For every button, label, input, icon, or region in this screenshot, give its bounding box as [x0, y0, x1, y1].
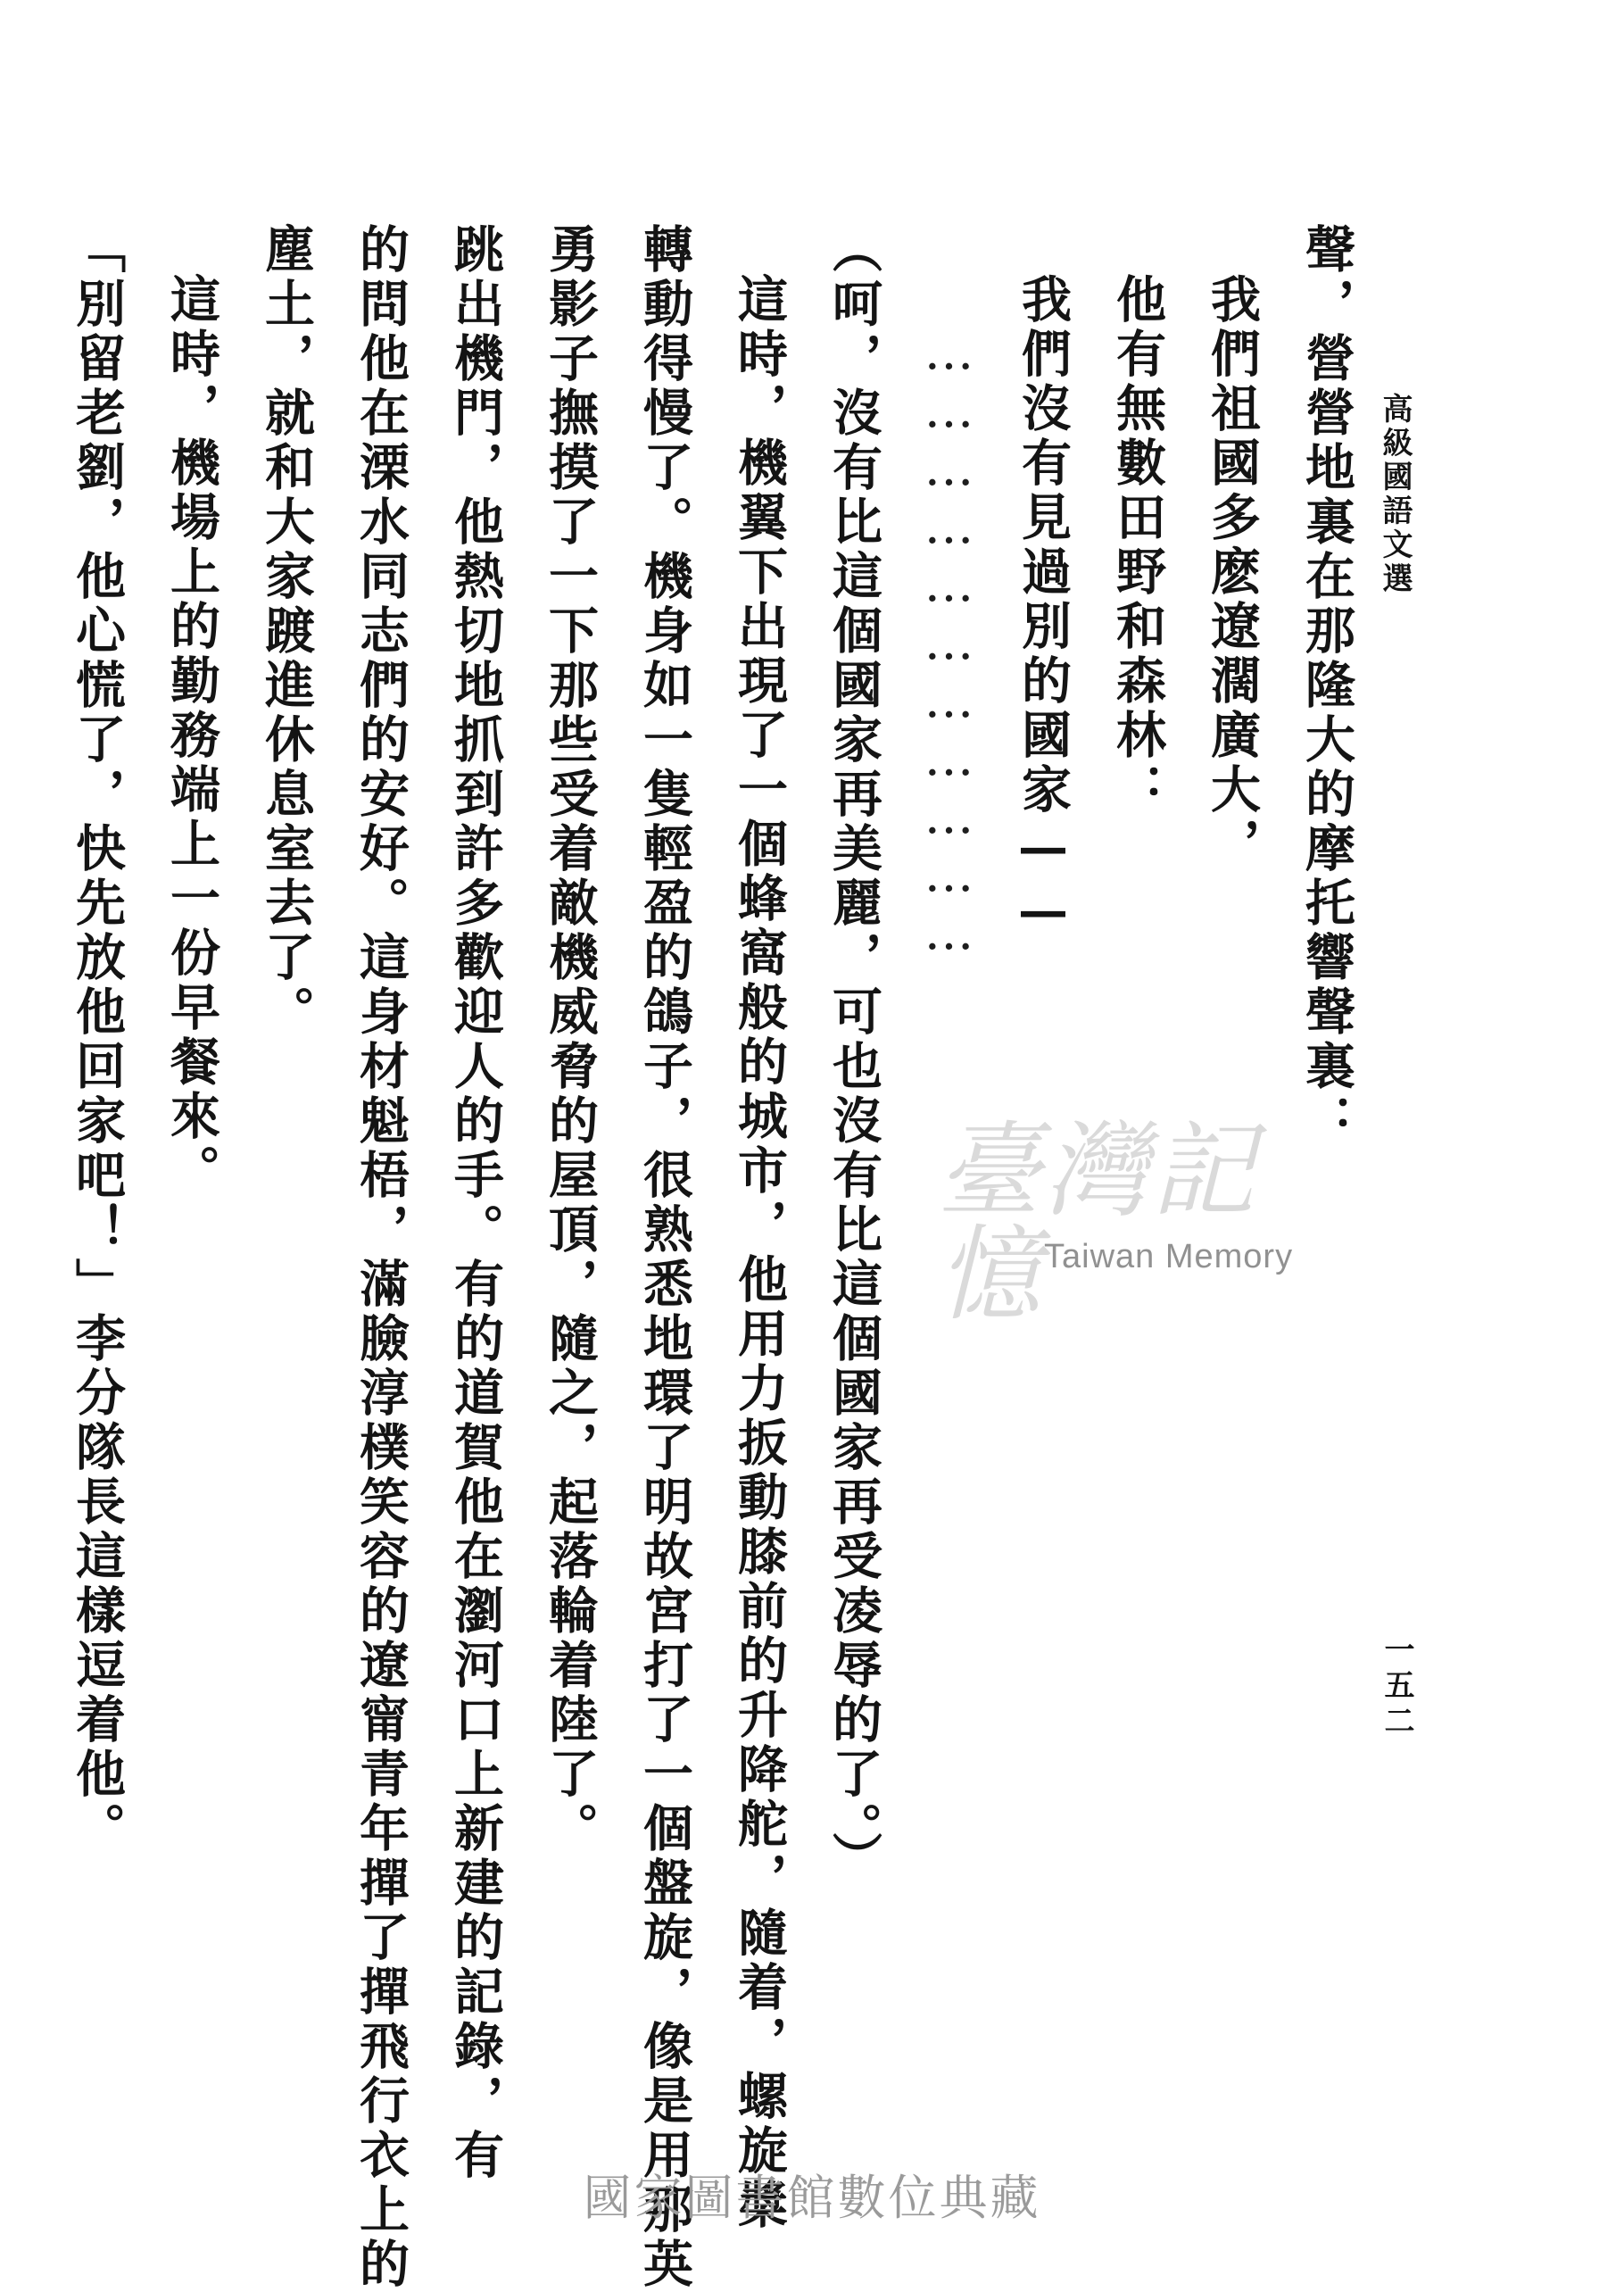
text-column-7: 轉動得慢了。機身如一隻輕盈的鴿子，很熟悉地環了明故宮打了一個盤旋，像是用那英	[635, 223, 694, 2292]
text-column-1: 聲，營營地裏在那隆大的摩托響聲裏：	[1297, 223, 1356, 1149]
watermark-cjk-logo: 臺灣記憶	[937, 1111, 1258, 1335]
text-column-11: 塵土，就和大家踱進休息室去了。	[257, 223, 316, 1040]
text-column-10: 的問他在溧水同志們的安好。這身材魁梧，滿臉淳樸笑容的遼甯青年撣了撣飛行衣上的	[352, 223, 410, 2292]
text-column-8: 勇影子撫摸了一下那些受着敵機威脅的屋頂，隨之，起落輪着陸了。	[541, 223, 600, 1856]
text-column-9: 跳出機門，他熱切地抓到許多歡迎人的手。有的道賀他在瀏河口上新建的記錄，有	[446, 223, 505, 2183]
book-title: 高級國語文選	[1377, 393, 1413, 596]
text-column-13: 「別留老劉，他心慌了，快先放他回家吧！」李分隊長這樣逗着他。	[68, 223, 127, 1856]
taiwan-memory-watermark	[937, 1111, 1312, 1335]
ellipsis-line: ……………………………	[920, 323, 978, 961]
text-column-6: 這時，機翼下出現了一個蜂窩般的城市，他用力扳動膝前的升降舵，隨着，螺旋槳	[730, 273, 789, 2233]
page-number: 一五二	[1379, 1633, 1414, 1740]
text-column-4: 我們沒有見過別的國家——	[1014, 273, 1073, 944]
text-column-2: 我們祖國多麽遼濶廣大，	[1203, 273, 1262, 872]
text-column-12: 這時，機場上的勤務端上一份早餐來。	[162, 273, 221, 1199]
watermark-english-text: Taiwan Memory	[1044, 1238, 1294, 1275]
text-column-3: 他有無數田野和森林：	[1108, 273, 1167, 818]
library-credit: 國家圖書館數位典藏	[583, 2170, 1041, 2226]
text-column-5: （呵，沒有比這個國家再美麗，可也沒有比這個國家再受凌辱的了。）	[824, 223, 883, 1886]
